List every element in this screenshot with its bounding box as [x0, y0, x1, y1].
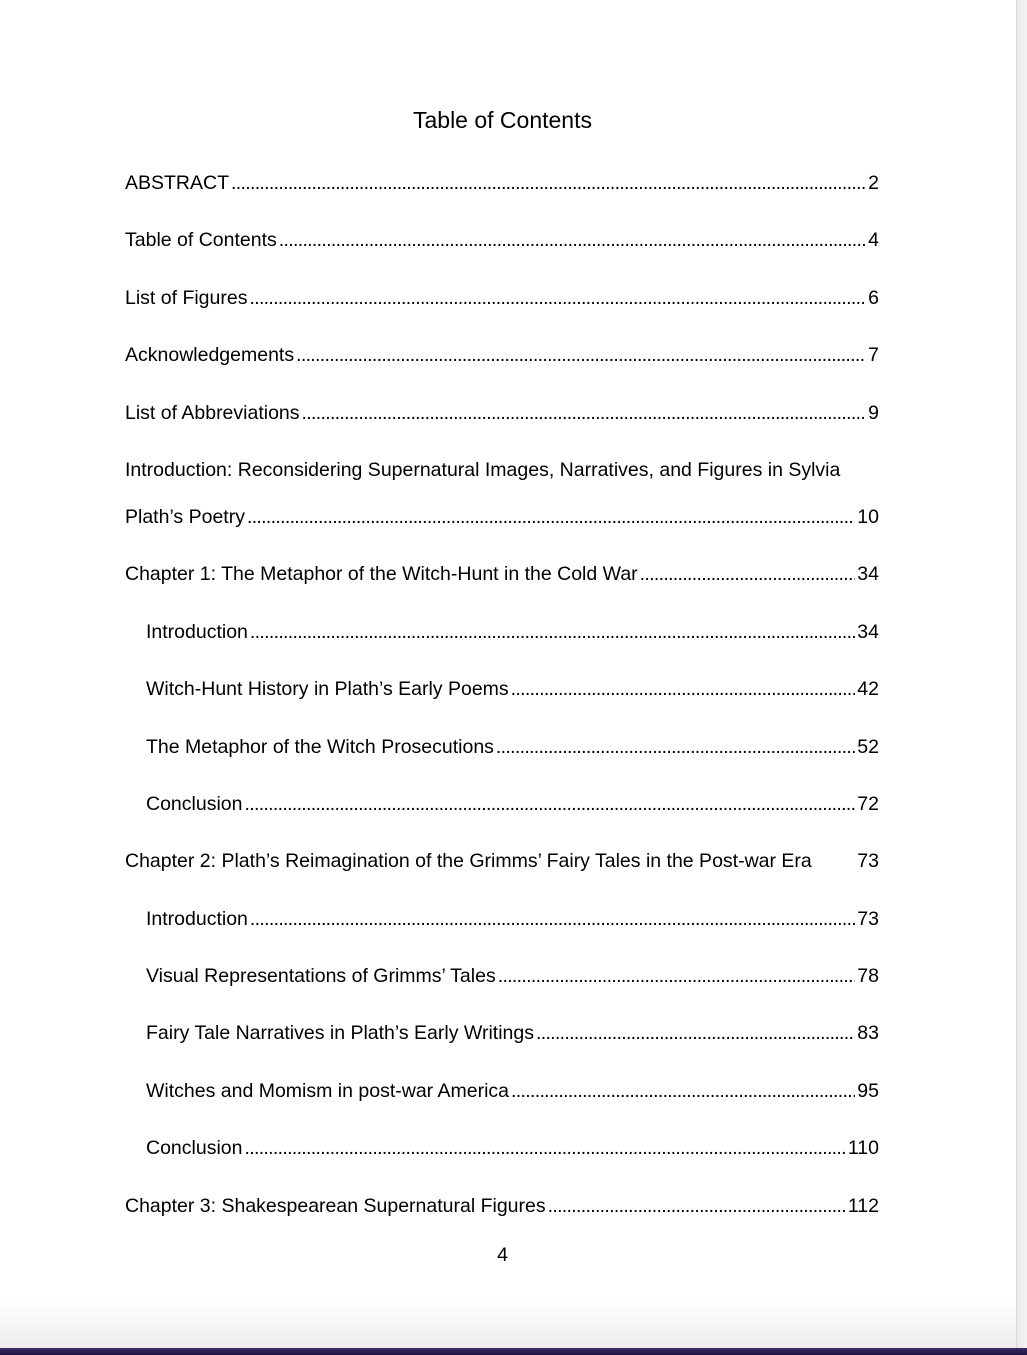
toc-entry-page: 83	[857, 1022, 879, 1045]
toc-dot-leader	[244, 1133, 845, 1163]
toc-entry-page: 95	[857, 1079, 879, 1102]
toc-entry-label: Table of Contents	[125, 229, 277, 252]
toc-entry-page: 110	[847, 1137, 879, 1160]
toc-dot-leader	[231, 168, 866, 198]
toc-entry-ch2-visual-representations[interactable]	[125, 961, 879, 1018]
toc-entry-page: 52	[857, 735, 879, 758]
toc-entry-label: Visual Representations of Grimms’ Tales	[146, 965, 496, 988]
page-number: 4	[497, 1244, 508, 1266]
toc-entry-page: 73	[857, 907, 879, 930]
toc-entry-label: List of Abbreviations	[125, 401, 300, 424]
toc-entry-ch1-conclusion[interactable]	[125, 789, 879, 846]
toc-entry-label: List of Figures	[125, 286, 248, 309]
toc-entry-list-of-figures[interactable]	[125, 283, 879, 340]
toc-entry-page: 9	[868, 401, 879, 424]
toc-entry-ch2-introduction[interactable]	[125, 904, 879, 961]
toc-entry-label: Introduction	[146, 620, 248, 643]
toc-entry-label: Conclusion	[146, 1137, 243, 1160]
toc-entry-page: 6	[868, 286, 879, 309]
toc-entry-page: 10	[857, 505, 879, 528]
toc-dot-leader	[250, 904, 855, 934]
toc-entry-introduction[interactable]	[125, 502, 879, 559]
toc-entry-ch1-witch-prosecutions[interactable]	[125, 732, 879, 789]
toc-entry-label: Chapter 3: Shakespearean Supernatural Figures	[125, 1194, 546, 1217]
toc-list	[125, 168, 879, 1248]
viewer-right-gutter	[1016, 0, 1027, 1348]
toc-entry-label-continued: Plath’s Poetry	[125, 505, 245, 528]
toc-entry-ch2-witches-and-momism[interactable]	[125, 1076, 879, 1133]
toc-entry-page: 72	[857, 792, 879, 815]
toc-entry-ch2-conclusion[interactable]	[125, 1133, 879, 1190]
toc-entry-page: 112	[847, 1194, 879, 1217]
toc-entry-label: Fairy Tale Narratives in Plath’s Early Writings	[146, 1022, 534, 1045]
toc-dot-leader	[249, 283, 866, 313]
toc-dot-leader	[250, 617, 855, 647]
toc-dot-leader	[244, 789, 855, 819]
toc-entry-table-of-contents[interactable]	[125, 225, 879, 282]
toc-entry-chapter-1[interactable]	[125, 559, 879, 616]
page-title: Table of Contents	[412, 107, 592, 133]
toc-entry-ch2-fairy-tale-narratives[interactable]	[125, 1018, 879, 1075]
toc-dot-leader	[296, 340, 866, 370]
toc-dot-leader	[548, 1191, 846, 1221]
toc-entry-label: The Metaphor of the Witch Prosecutions	[146, 735, 494, 758]
toc-entry-label: Witches and Momism in post-war America	[146, 1079, 510, 1102]
toc-dot-leader	[536, 1018, 855, 1048]
toc-entry-page: 34	[857, 620, 879, 643]
toc-entry-ch1-witch-hunt-history[interactable]	[125, 674, 879, 731]
toc-entry-page: 78	[857, 965, 879, 988]
viewer-bottom-bar	[0, 1348, 1027, 1355]
toc-dot-leader	[511, 674, 856, 704]
toc-entry-label: Chapter 1: The Metaphor of the Witch-Hunt in the Cold War	[125, 563, 638, 586]
toc-dot-leader	[302, 398, 867, 428]
toc-dot-leader	[640, 559, 856, 589]
toc-dot-leader	[247, 502, 855, 532]
toc-entry-label: Introduction: Reconsidering Supernatural Images, Narratives, and Figures in Sylvia	[125, 458, 841, 481]
toc-dot-leader	[496, 732, 855, 762]
toc-entry-page: 4	[868, 229, 879, 252]
toc-entry-label: Witch-Hunt History in Plath’s Early Poems	[146, 678, 509, 701]
toc-entry-page: 34	[857, 563, 879, 586]
toc-entry-page: 2	[868, 172, 879, 194]
toc-entry-page: 42	[857, 678, 879, 701]
toc-dot-leader	[498, 961, 856, 991]
toc-entry-introduction-line1[interactable]	[125, 455, 879, 502]
page-bottom-shadow	[0, 1300, 1016, 1348]
toc-entry-list-of-abbreviations[interactable]	[125, 398, 879, 455]
toc-entry-label: ABSTRACT	[125, 172, 230, 194]
toc-entry-label: Introduction	[146, 907, 248, 930]
toc-entry-acknowledgements[interactable]	[125, 340, 879, 397]
toc-dot-leader	[511, 1076, 855, 1106]
toc-entry-label: Acknowledgements	[125, 344, 295, 367]
toc-entry-page: 73	[857, 850, 879, 873]
toc-entry-page: 7	[868, 344, 879, 367]
toc-dot-leader	[279, 225, 866, 255]
toc-entry-ch1-introduction[interactable]	[125, 617, 879, 674]
toc-entry-abstract[interactable]	[125, 168, 879, 225]
toc-entry-chapter-3[interactable]	[125, 1191, 879, 1248]
toc-entry-chapter-2[interactable]	[125, 846, 879, 903]
toc-entry-label: Chapter 2: Plath’s Reimagination of the Grimms’ Fairy Tales in the Post-war Era	[125, 850, 812, 873]
toc-entry-label: Conclusion	[146, 792, 243, 815]
